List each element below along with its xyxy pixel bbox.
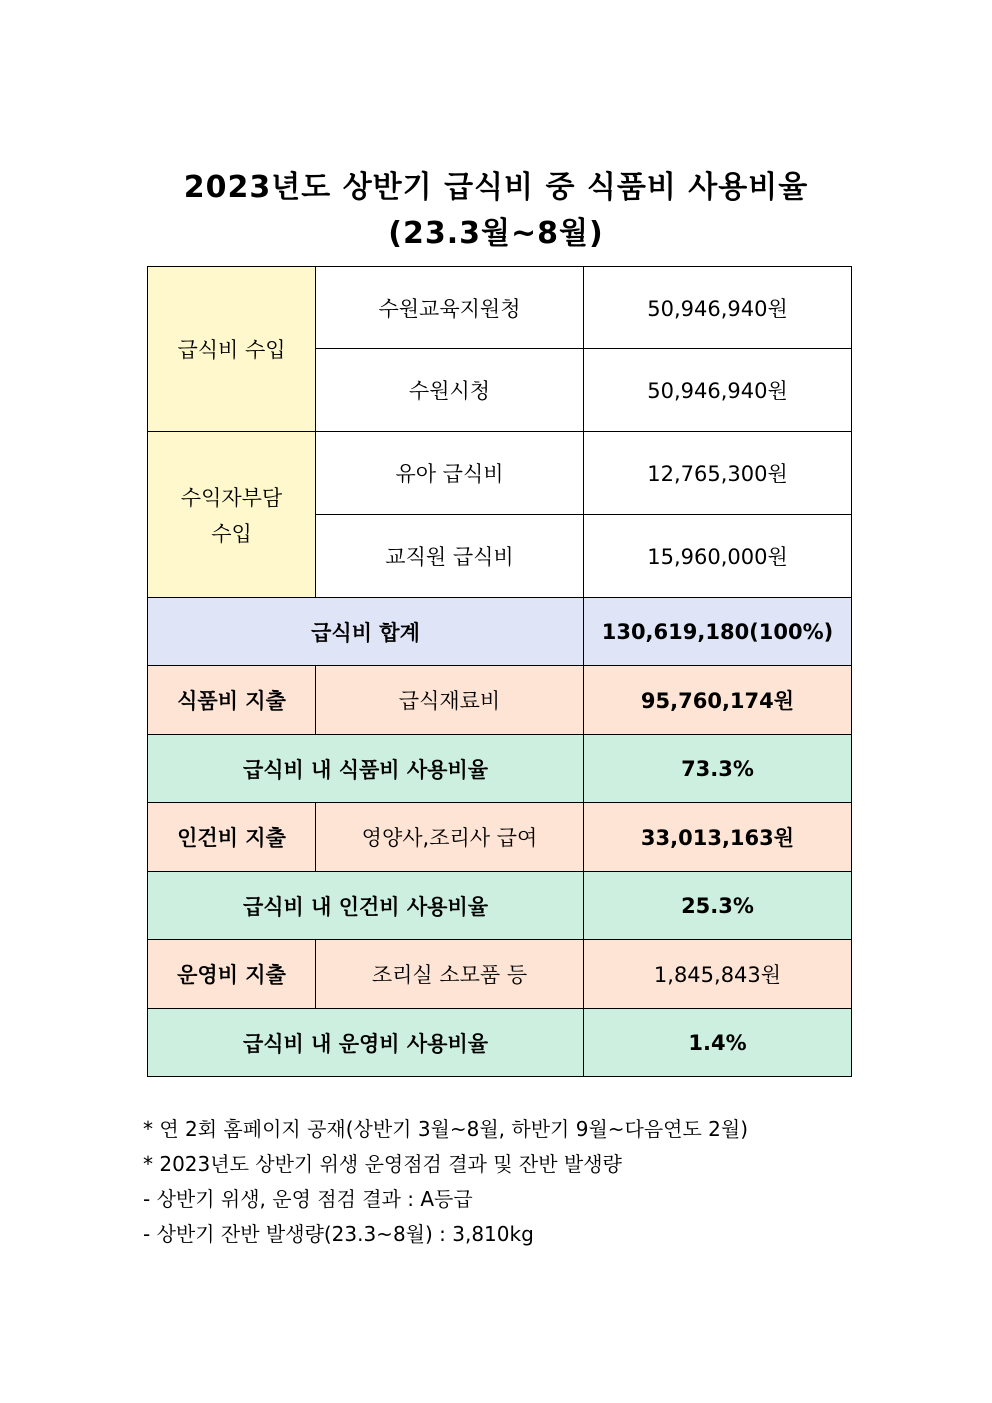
income-amount-cell: 50,946,940원 <box>584 267 852 349</box>
labor-expense-item-cell: 영양사,조리사 급여 <box>316 803 584 872</box>
labor-expense-label-cell: 인건비 지출 <box>148 803 316 872</box>
labor-ratio-row <box>148 872 852 940</box>
beneficiary-source-cell: 교직원 급식비 <box>316 515 584 598</box>
beneficiary-label-cell <box>148 432 316 598</box>
operation-expense-row <box>148 940 852 1009</box>
beneficiary-amount-cell: 12,765,300원 <box>584 432 852 515</box>
note-line: - 상반기 위생, 운영 점검 결과 : A등급 <box>143 1187 473 1211</box>
operation-expense-label-cell: 운영비 지출 <box>148 940 316 1009</box>
food-expense-amount-cell: 95,760,174원 <box>584 666 852 735</box>
labor-expense-row <box>148 803 852 872</box>
operation-expense-item-cell: 조리실 소모품 등 <box>316 940 584 1009</box>
document-subtitle-period: (23.3월~8월) <box>388 216 604 251</box>
income-label-cell <box>148 267 316 432</box>
total-row <box>148 598 852 666</box>
income-source-cell: 수원교육지원청 <box>316 267 584 349</box>
food-expense-item-cell: 급식재료비 <box>316 666 584 735</box>
meal-cost-table <box>147 266 852 1077</box>
labor-ratio-value-cell: 25.3% <box>584 872 852 940</box>
operation-ratio-row <box>148 1009 852 1077</box>
document-title: 2023년도 상반기 급식비 중 식품비 사용비율 <box>183 170 809 205</box>
labor-expense-amount-cell: 33,013,163원 <box>584 803 852 872</box>
beneficiary-label-line1: 수익자부담 <box>180 485 283 510</box>
food-ratio-label-cell: 급식비 내 식품비 사용비율 <box>148 735 584 803</box>
beneficiary-label-line2: 수입 <box>211 521 252 546</box>
operation-ratio-label-cell: 급식비 내 운영비 사용비율 <box>148 1009 584 1077</box>
note-line: * 2023년도 상반기 위생 운영점검 결과 및 잔반 발생량 <box>143 1152 622 1176</box>
table-row <box>148 432 852 515</box>
note-line: * 연 2회 홈페이지 공재(상반기 3월~8월, 하반기 9월~다음연도 2월) <box>143 1117 749 1141</box>
operation-expense-amount-cell: 1,845,843원 <box>584 940 852 1009</box>
total-label-cell: 급식비 합계 <box>148 598 584 666</box>
total-amount-cell: 130,619,180(100%) <box>584 598 852 666</box>
income-source-cell: 수원시청 <box>316 349 584 432</box>
labor-ratio-label-cell: 급식비 내 인건비 사용비율 <box>148 872 584 940</box>
food-ratio-row <box>148 735 852 803</box>
income-amount-cell: 50,946,940원 <box>584 349 852 432</box>
food-expense-row <box>148 666 852 735</box>
notes-section <box>143 1112 748 1252</box>
operation-ratio-value-cell: 1.4% <box>584 1009 852 1077</box>
food-expense-label-cell: 식품비 지출 <box>148 666 316 735</box>
food-ratio-value-cell: 73.3% <box>584 735 852 803</box>
beneficiary-source-cell: 유아 급식비 <box>316 432 584 515</box>
note-line: - 상반기 잔반 발생량(23.3~8월) : 3,810kg <box>143 1222 534 1246</box>
beneficiary-amount-cell: 15,960,000원 <box>584 515 852 598</box>
table-row <box>148 267 852 349</box>
income-label: 급식비 수입 <box>177 338 286 362</box>
